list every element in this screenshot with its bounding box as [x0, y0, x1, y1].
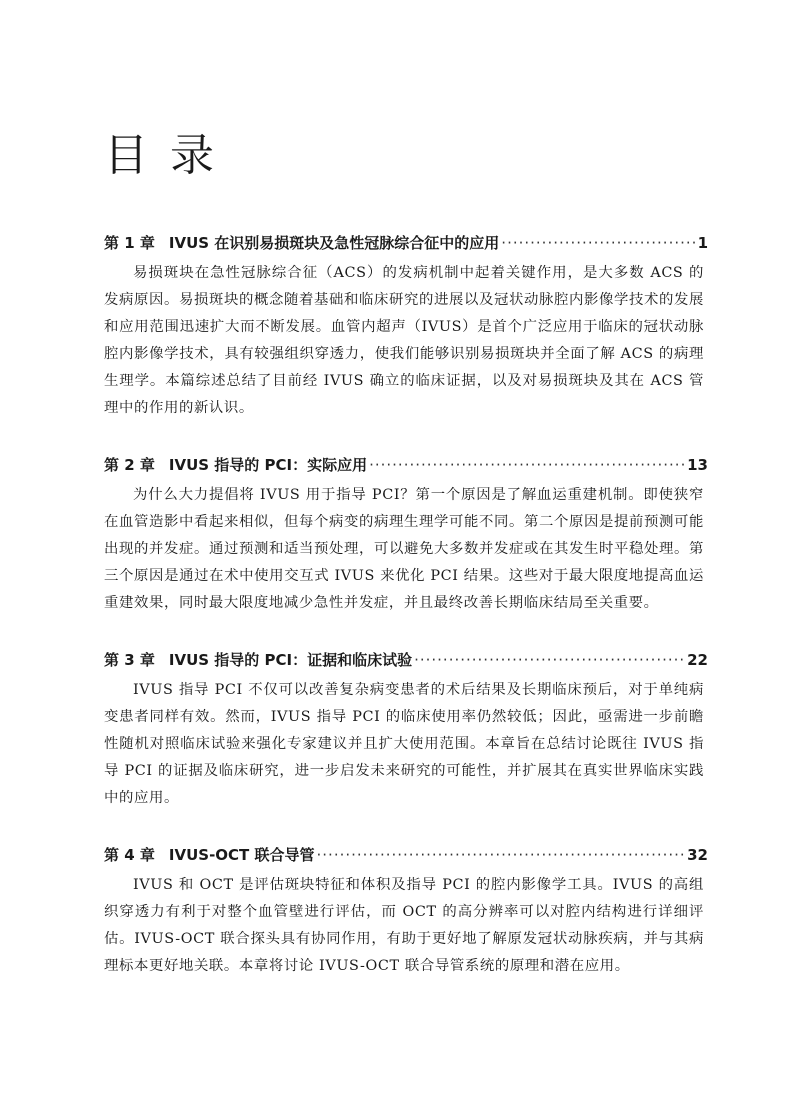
chapter-summary: 易损斑块在急性冠脉综合征（ACS）的发病机制中起着关键作用，是大多数 ACS 的发病原因。易损斑块的概念随着基础和临床研究的进展以及冠状动脉腔内影像学技术的发展和应用范围迅速扩大而不断发展。血管内超声（IVUS）是首个广泛应用于临床的冠状动脉腔内影像学技术，具有较强组织穿透力，使我们能够识别易损斑块并全面了解 ACS 的病理生理学。本篇综述总结了目前经 IVUS 确立的临床证据，以及对易损斑块及其在 ACS 管理中的作用的新认识。	[104, 265, 704, 416]
dot-leader	[369, 448, 685, 482]
dot-leader	[501, 226, 695, 260]
chapter-title: IVUS 指导的 PCI：实际应用	[168, 456, 368, 474]
chapter-page-number: 1	[697, 234, 708, 252]
chapter-summary: IVUS 和 OCT 是评估斑块特征和体积及指导 PCI 的腔内影像学工具。IVUS 的高组织穿透力有利于对整个血管壁进行评估，而 OCT 的高分辨率可以对腔内结构进行详细评估。IVUS-OCT 联合探头具有协同作用，有助于更好地了解原发冠状动脉疾病，并与其病理标本更好地关联。本章将讨论 IVUS-OCT 联合导管系统的原理和潜在应用。	[104, 877, 704, 974]
toc-entry-chapter-3[interactable]	[104, 643, 708, 677]
toc-entry-chapter-2[interactable]	[104, 448, 708, 482]
toc-chapter-4	[104, 838, 708, 980]
dot-leader	[317, 838, 686, 872]
page-title: 目录	[104, 130, 236, 181]
chapter-page-number: 32	[687, 846, 708, 864]
dot-leader	[414, 643, 685, 677]
chapter-summary: 为什么大力提倡将 IVUS 用于指导 PCI？第一个原因是了解血运重建机制。即使狭窄在血管造影中看起来相似，但每个病变的病理生理学可能不同。第二个原因是提前预测可能出现的并发症。通过预测和适当预处理，可以避免大多数并发症或在其发生时平稳处理。第三个原因是通过在术中使用交互式 IVUS 来优化 PCI 结果。这些对于最大限度地提高血运重建效果，同时最大限度地减少急性并发症，并且最终改善长期临床结局至关重要。	[104, 487, 704, 611]
chapter-title: IVUS-OCT 联合导管	[168, 846, 315, 864]
chapter-number: 第 1 章	[104, 234, 155, 252]
chapter-number: 第 3 章	[104, 651, 155, 669]
toc-chapter-1	[104, 226, 708, 422]
toc-chapter-2	[104, 448, 708, 617]
toc-entry-chapter-4[interactable]	[104, 838, 708, 872]
chapter-title: IVUS 指导的 PCI：证据和临床试验	[168, 651, 413, 669]
chapter-title: IVUS 在识别易损斑块及急性冠脉综合征中的应用	[168, 234, 500, 252]
chapter-number: 第 2 章	[104, 456, 155, 474]
chapter-number: 第 4 章	[104, 846, 155, 864]
toc-chapter-3	[104, 643, 708, 812]
chapter-summary: IVUS 指导 PCI 不仅可以改善复杂病变患者的术后结果及长期临床预后，对于单纯病变患者同样有效。然而，IVUS 指导 PCI 的临床使用率仍然较低；因此，亟需进一步前瞻性随机对照临床试验来强化专家建议并且扩大使用范围。本章旨在总结讨论既往 IVUS 指导 PCI 的证据及临床研究，进一步启发未来研究的可能性，并扩展其在真实世界临床实践中的应用。	[104, 682, 704, 806]
table-of-contents	[104, 226, 708, 1006]
toc-entry-chapter-1[interactable]	[104, 226, 708, 260]
chapter-page-number: 22	[687, 651, 708, 669]
chapter-page-number: 13	[687, 456, 708, 474]
